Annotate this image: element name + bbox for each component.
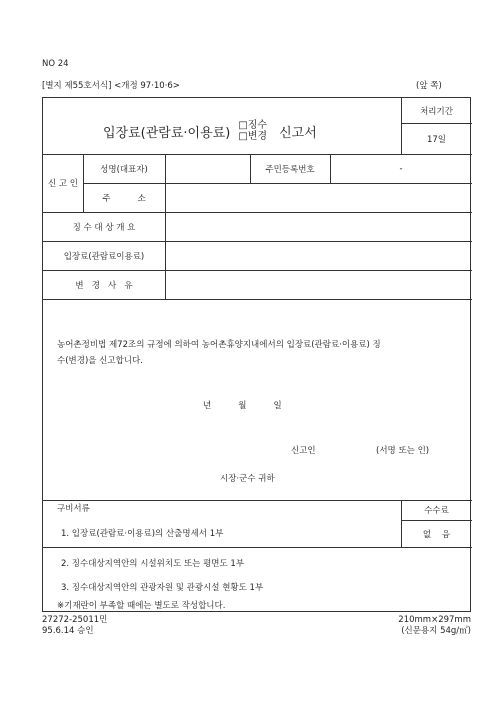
approval-date: 95.6.14 승인 (42, 626, 94, 636)
processing-value: 17일 (426, 135, 447, 145)
signer-label: 신고인 (291, 446, 316, 456)
declaration-line-2: 수(변경)을 신고합니다. (57, 356, 143, 366)
form-title (103, 116, 403, 146)
required-doc-2: 2. 징수대상지역안의 시설위치도 또는 평면도 1부 (61, 559, 245, 569)
title-main: 입장료(관람료·이용료) (103, 125, 231, 141)
form-label: [별지 제55호서식] <개정 97·10·6> (42, 81, 180, 91)
name-label: 성명(대표자) (100, 164, 148, 175)
address-label: 주 소 (102, 193, 146, 204)
admission-fee-label: 입장료(관람료이용료) (63, 251, 145, 262)
report-form (42, 97, 471, 612)
admission-fee-field[interactable] (165, 241, 472, 270)
page-side: (앞 쪽) (416, 81, 442, 91)
collection-overview-field[interactable] (165, 212, 472, 241)
form-note: ※기재란이 부족할 때에는 별도로 작성합니다. (57, 601, 226, 611)
signature-label: (서명 또는 인) (376, 446, 430, 456)
collection-overview-label: 징 수 대 상 개 요 (72, 222, 136, 233)
resident-id-label: 주민등록번호 (265, 164, 315, 175)
title-option-collect: □징수 (238, 119, 268, 131)
processing-label: 처리기간 (420, 106, 453, 117)
form-code: 27272-25011민 (42, 615, 108, 625)
fee-label: 수수료 (424, 506, 449, 516)
declaration-line-1: 농어촌정비법 제72조의 규정에 의하여 농어촌휴양지내에서의 입장료(관람료·이용료) 징 (57, 340, 381, 350)
fee-value: 없 음 (422, 530, 451, 540)
required-doc-3: 3. 징수대상지역안의 관광자원 및 관광시설 현황도 1부 (61, 583, 264, 593)
paper-type: (신문용지 54g/㎡) (401, 626, 471, 636)
title-option-change: □변경 (238, 131, 268, 142)
name-field[interactable] (165, 154, 250, 183)
resident-id-field[interactable]: - (399, 163, 403, 174)
change-reason-field[interactable] (165, 270, 472, 299)
title-options (238, 120, 267, 143)
address-field[interactable] (165, 183, 472, 212)
required-doc-1: 1. 입장료(관람료·이용료)의 산출명세서 1부 (61, 529, 224, 539)
required-docs-header: 구비서류 (57, 504, 90, 514)
addressee: 시장·군수 귀하 (220, 474, 275, 484)
document-number: NO 24 (42, 59, 69, 69)
date-line: 년 월 일 (203, 401, 282, 411)
change-reason-label: 변 경 사 유 (75, 280, 133, 291)
paper-size: 210mm×297mm (398, 615, 471, 625)
reporter-label: 신 고 인 (47, 179, 79, 189)
title-suffix: 신고서 (279, 125, 317, 141)
